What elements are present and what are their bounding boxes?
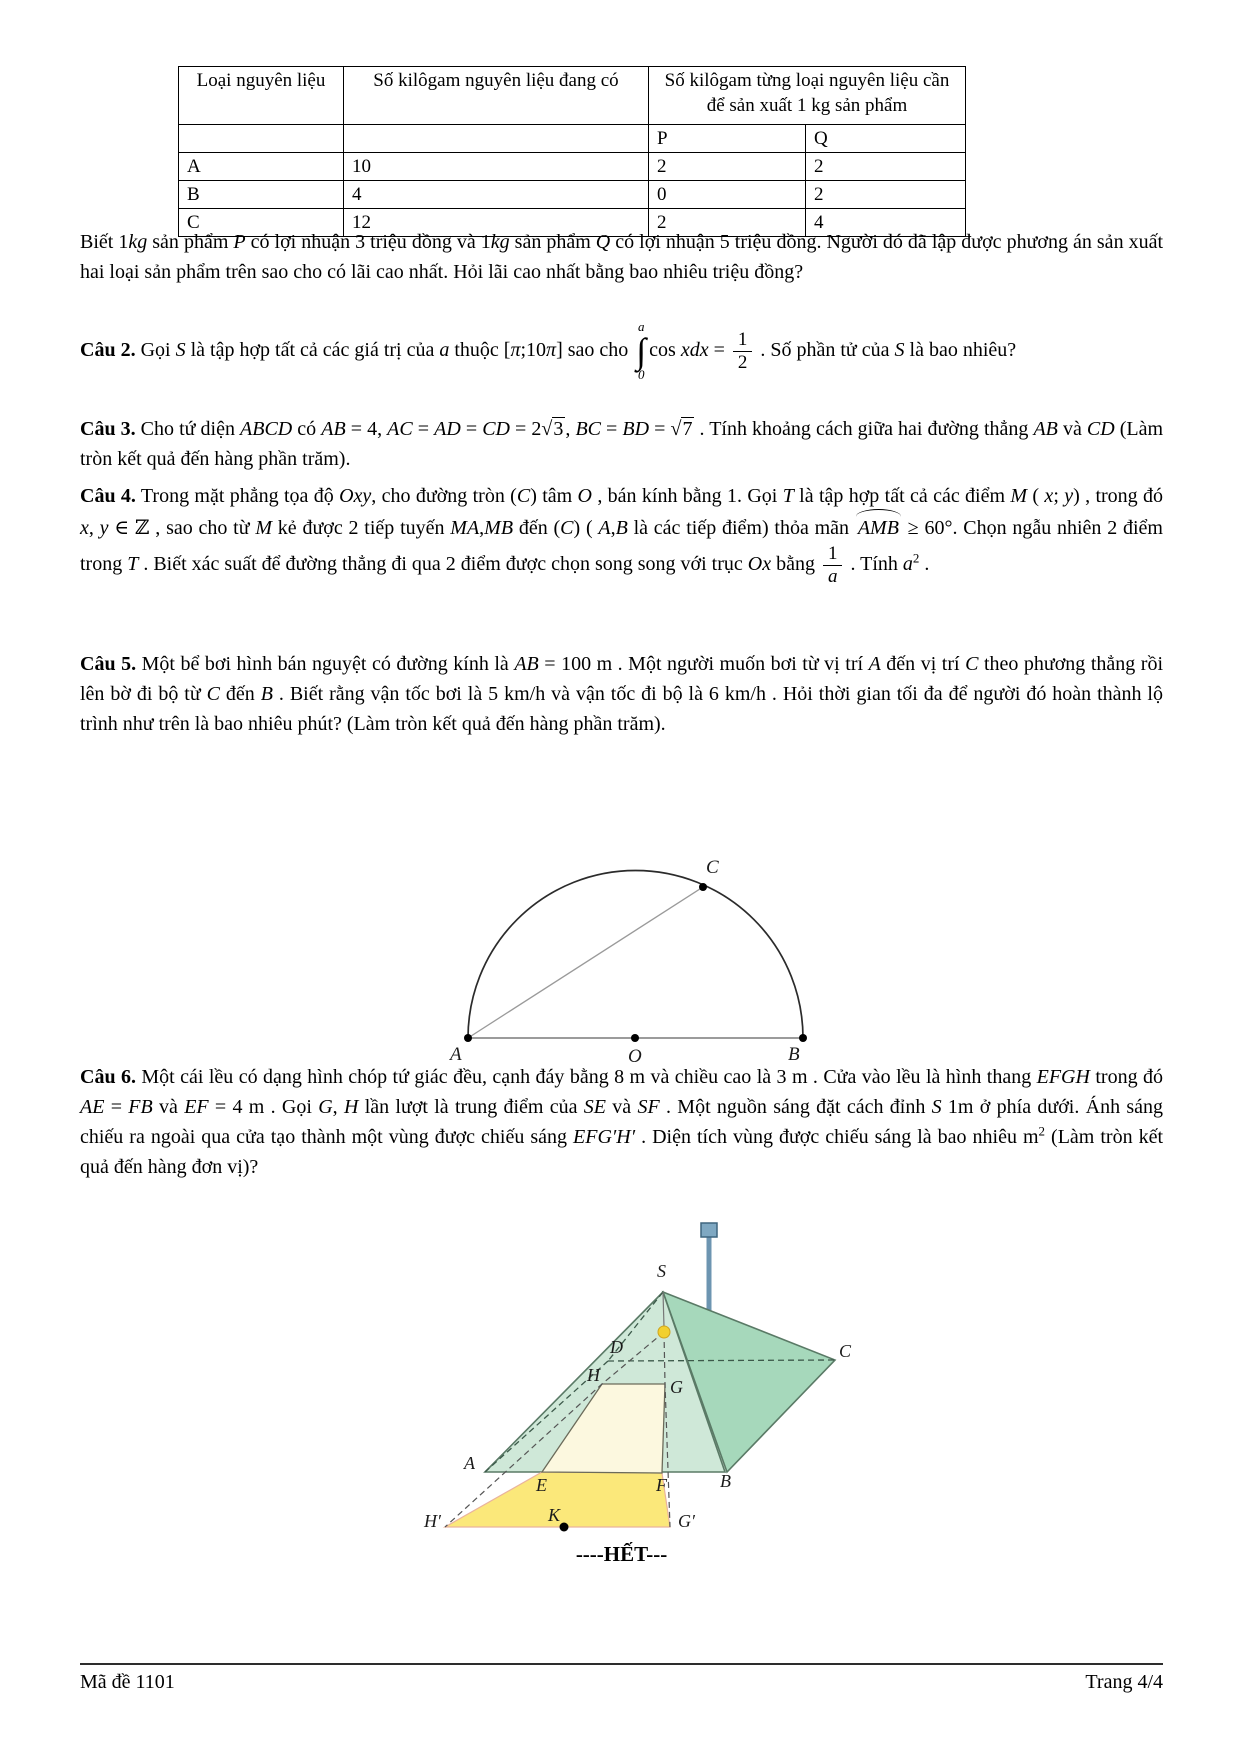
subheader-q: Q (806, 125, 966, 153)
footer-page-number: Trang 4/4 (1085, 1671, 1163, 1693)
cell-q: 4 (806, 209, 966, 237)
question-2-text: Câu 2. Gọi S là tập hợp tất cả các giá trị của a thuộc [π;10π] sao cho a ∫ 0 cos xdx = $\frac{1}{2}$ . Số phần tử của S là bao nhiêu? (80, 319, 1017, 383)
question-6-text: Câu 6. Một cái lều có dạng hình chóp tứ giác đều, cạnh đáy bằng 8 m và chiều cao là 3 m . Cửa vào lều là hình thang EFGH trong đó AE = FB và EF = 4 m . Gọi G, H lần lượt là trung điểm của SE và SF . Một nguồn sáng đặt cách đỉnh S 1m ở phía dưới. Ánh sáng chiếu ra ngoài qua cửa tạo thành một vùng được chiếu sáng EFG′H′ . Diện tích vùng được chiếu sáng là bao nhiêu $m^2$ (Làm tròn kết quả đến hàng đơn vị)? (80, 1066, 1164, 1178)
cell-p: 2 (649, 209, 806, 237)
cell-p: 2 (649, 153, 806, 181)
label-b: B (788, 1044, 800, 1065)
table-header-row (179, 67, 966, 125)
empty-cell (344, 125, 649, 153)
label-h-prime: H′ (424, 1511, 441, 1531)
header-kg-available: Số kilôgam nguyên liệu đang có (344, 67, 649, 125)
point-k (560, 1523, 569, 1532)
label-c: C (706, 857, 719, 878)
lamp-light (658, 1326, 670, 1338)
label-b: B (720, 1471, 731, 1491)
label-d: D (610, 1337, 623, 1357)
chord-ac (468, 887, 703, 1038)
cell-q: 2 (806, 181, 966, 209)
table-row (179, 181, 966, 209)
footer-rule (80, 1663, 1163, 1665)
label-h: H (587, 1365, 600, 1385)
cell-material: C (179, 209, 344, 237)
question-5-text: Câu 5. Một bể bơi hình bán nguyệt có đường kính là AB = 100 m . Một người muốn bơi từ vị trí A đến vị trí C theo phương thẳng rồi lên bờ đi bộ từ C đến B . Biết rằng vận tốc bơi là 5 km/h và vận tốc đi bộ là 6 km/h . Hỏi thời gian tối đa để người đó hoàn thành lộ trình như trên là bao nhiêu phút? (Làm tròn kết quả đến hàng phần trăm). (80, 653, 1163, 735)
cell-material: B (179, 181, 344, 209)
point-o (631, 1034, 639, 1042)
header-material-type: Loại nguyên liệu (179, 67, 344, 125)
label-o: O (628, 1046, 642, 1065)
label-e: E (536, 1475, 547, 1495)
cell-available: 4 (344, 181, 649, 209)
table-row (179, 153, 966, 181)
point-b (799, 1034, 807, 1042)
point-c (699, 883, 707, 891)
table-subheader-row (179, 125, 966, 153)
label-f: F (656, 1475, 667, 1495)
point-a (464, 1034, 472, 1042)
header-kg-per-product: Số kilôgam từng loại nguyên liệu cần để sản xuất 1 kg sản phẩm (649, 67, 966, 125)
materials-table (178, 66, 966, 237)
label-a: A (450, 1044, 462, 1065)
subheader-p: P (649, 125, 806, 153)
label-g: G (670, 1377, 683, 1397)
semicircle-figure (430, 765, 850, 1065)
pole-cap (701, 1223, 717, 1237)
label-s: S (657, 1261, 666, 1281)
question-4-text: Câu 4. Trong mặt phẳng tọa độ Oxy, cho đường tròn (C) tâm O , bán kính bằng 1. Gọi T là tập hợp tất cả các điểm M ( x; y) , trong đó x, y ∈ ℤ , sao cho từ M kẻ được 2 tiếp tuyến MA,MB đến (C) ( A,B là các tiếp điểm) thỏa mãn AMB ≥ 60°. Chọn ngẫu nhiên 2 điểm trong T . Biết xác suất để đường thẳng đi qua 2 điểm được chọn song song với trục Ox bằng $\frac{1}{a}$ . Tính $a^2$ . (80, 485, 1164, 587)
cell-available: 12 (344, 209, 649, 237)
question-1-continuation: Biết 1kg sản phẩm P có lợi nhuận 3 triệu đồng và 1kg sản phẩm Q có lợi nhuận 5 triệu đồng. Người đó đã lập được phương án sản xuất hai loại sản phẩm trên sao cho có lãi cao nhất. Hỏi lãi cao nhất bằng bao nhiêu triệu đồng? (80, 231, 1164, 283)
cell-p: 0 (649, 181, 806, 209)
label-a: A (464, 1453, 475, 1473)
pyramid-figure (368, 1215, 858, 1540)
end-marker: ----HẾT--- (575, 1542, 668, 1566)
semicircle-arc (468, 871, 803, 1039)
empty-cell (179, 125, 344, 153)
label-c: C (839, 1341, 852, 1361)
question-3-text: Câu 3. Cho tứ diện ABCD có AB = 4, AC = AD = CD = 2√3 , BC = BD = √7 . Tính khoảng cách giữa hai đường thẳng AB và CD (Làm tròn kết quả đến hàng phần trăm). (80, 418, 1164, 470)
cell-q: 2 (806, 153, 966, 181)
footer-exam-code: Mã đề 1101 (80, 1671, 175, 1693)
cell-material: A (179, 153, 344, 181)
cell-available: 10 (344, 153, 649, 181)
label-k: K (548, 1505, 561, 1525)
label-g-prime: G′ (678, 1511, 695, 1531)
